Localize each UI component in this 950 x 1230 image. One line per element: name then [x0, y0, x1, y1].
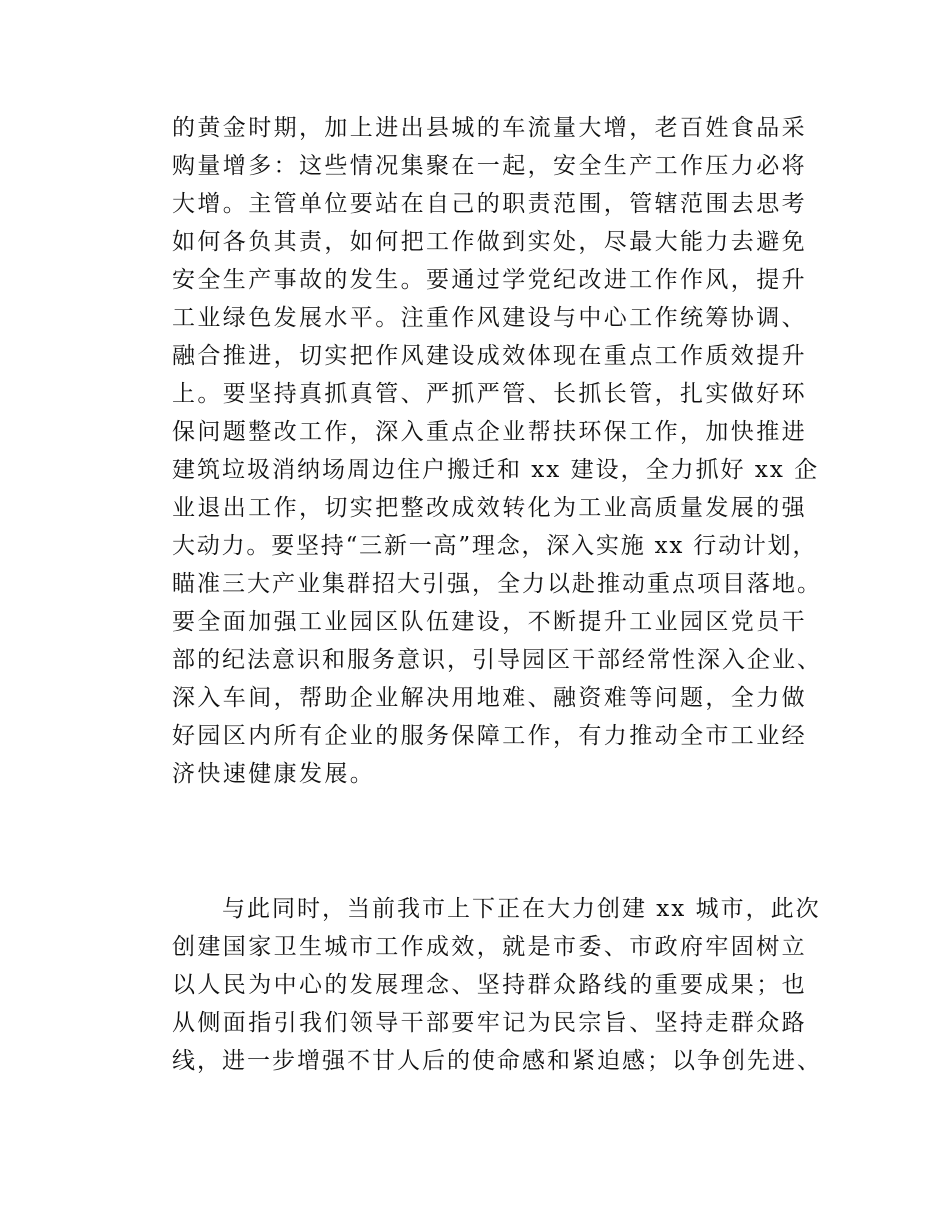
- text-line: 的黄金时期，加上进出县城的车流量大增，老百姓食品采: [172, 115, 807, 141]
- text-line: 业退出工作，切实把整改成效转化为工业高质量发展的强: [172, 495, 807, 521]
- text-line: 工业绿色发展水平。注重作风建设与中心工作统筹协调、: [172, 305, 807, 331]
- text-line: 好园区内所有企业的服务保障工作，有力推动全市工业经: [172, 723, 807, 749]
- text-line: 创建国家卫生城市工作成效，就是市委、市政府牢固树立: [172, 934, 807, 960]
- text-line: 部的纪法意识和服务意识，引导园区干部经常性深入企业、: [172, 647, 822, 673]
- text-line: 上。要坚持真抓真管、严抓严管、长抓长管，扎实做好环: [172, 381, 807, 407]
- text-line: 线，进一步增强不甘人后的使命感和紧迫感；以争创先进、: [172, 1048, 822, 1074]
- text-line: 融合推进，切实把作风建设成效体现在重点工作质效提升: [172, 343, 807, 369]
- text-line: 以人民为中心的发展理念、坚持群众路线的重要成果；也: [172, 972, 807, 998]
- text-line: 大动力。要坚持“三新一高”理念，深入实施 xx 行动计划，: [172, 533, 818, 559]
- text-line: 建筑垃圾消纳场周边住户搬迁和 xx 建设，全力抓好 xx 企: [172, 457, 820, 483]
- text-line: 瞄准三大产业集群招大引强，全力以赴推动重点项目落地。: [172, 571, 822, 597]
- text-line: 保问题整改工作，深入重点企业帮扶环保工作，加快推进: [172, 419, 807, 445]
- text-line: 大增。主管单位要站在自己的职责范围，管辖范围去思考: [172, 191, 807, 217]
- text-line: 如何各负其责，如何把工作做到实处，尽最大能力去避免: [172, 229, 807, 255]
- text-line: 安全生产事故的发生。要通过学党纪改进工作作风，提升: [172, 267, 807, 293]
- paragraph-1: [172, 109, 822, 793]
- text-line: 与此同时，当前我市上下正在大力创建 xx 城市，此次: [172, 896, 821, 922]
- text-line: 济快速健康发展。: [172, 761, 376, 787]
- paragraph-2: [172, 890, 822, 1080]
- text-line: 从侧面指引我们领导干部要牢记为民宗旨、坚持走群众路: [172, 1010, 807, 1036]
- text-line: 购量增多：这些情况集聚在一起，安全生产工作压力必将: [172, 153, 807, 179]
- text-line: 深入车间，帮助企业解决用地难、融资难等问题，全力做: [172, 685, 807, 711]
- text-line: 要全面加强工业园区队伍建设，不断提升工业园区党员干: [172, 609, 807, 635]
